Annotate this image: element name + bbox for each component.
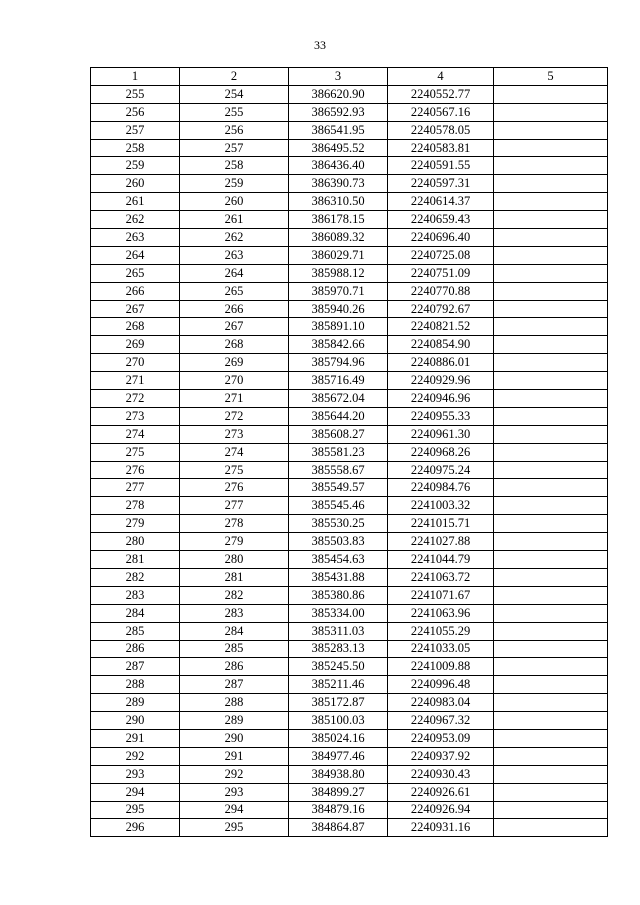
table-cell-col-2: 256 bbox=[180, 121, 289, 139]
table-cell-col-3: 385608.27 bbox=[289, 425, 388, 443]
coordinates-table bbox=[90, 67, 608, 837]
table-cell-col-1: 256 bbox=[91, 103, 180, 121]
table-row bbox=[91, 497, 608, 515]
table-row bbox=[91, 246, 608, 264]
table-row bbox=[91, 586, 608, 604]
table-cell-col-2: 290 bbox=[180, 729, 289, 747]
table-cell-col-4: 2240614.37 bbox=[388, 193, 494, 211]
table-cell-col-1: 274 bbox=[91, 425, 180, 443]
table-row bbox=[91, 443, 608, 461]
table-row bbox=[91, 282, 608, 300]
table-row bbox=[91, 640, 608, 658]
table-cell-col-3: 384879.16 bbox=[289, 801, 388, 819]
table-cell-col-2: 281 bbox=[180, 568, 289, 586]
table-cell-col-5 bbox=[494, 658, 608, 676]
table-cell-col-4: 2240583.81 bbox=[388, 139, 494, 157]
header-row bbox=[91, 68, 608, 86]
table-row bbox=[91, 694, 608, 712]
table-cell-col-2: 276 bbox=[180, 479, 289, 497]
table-cell-col-2: 262 bbox=[180, 229, 289, 247]
table-row bbox=[91, 676, 608, 694]
table-row bbox=[91, 622, 608, 640]
table-cell-col-2: 287 bbox=[180, 676, 289, 694]
table-cell-col-1: 277 bbox=[91, 479, 180, 497]
table-cell-col-3: 386436.40 bbox=[289, 157, 388, 175]
table-cell-col-4: 2240967.32 bbox=[388, 712, 494, 730]
table-cell-col-1: 273 bbox=[91, 407, 180, 425]
table-cell-col-1: 282 bbox=[91, 568, 180, 586]
table-cell-col-1: 263 bbox=[91, 229, 180, 247]
table-cell-col-3: 385283.13 bbox=[289, 640, 388, 658]
table-cell-col-3: 385380.86 bbox=[289, 586, 388, 604]
table-cell-col-4: 2240996.48 bbox=[388, 676, 494, 694]
table-row bbox=[91, 103, 608, 121]
table-cell-col-2: 266 bbox=[180, 300, 289, 318]
table-cell-col-4: 2241071.67 bbox=[388, 586, 494, 604]
table-cell-col-3: 385891.10 bbox=[289, 318, 388, 336]
table-cell-col-4: 2241044.79 bbox=[388, 551, 494, 569]
table-header bbox=[91, 68, 608, 86]
table-cell-col-4: 2240725.08 bbox=[388, 246, 494, 264]
table-row bbox=[91, 157, 608, 175]
table-cell-col-5 bbox=[494, 712, 608, 730]
table-row bbox=[91, 300, 608, 318]
table-cell-col-5 bbox=[494, 676, 608, 694]
table-cell-col-2: 255 bbox=[180, 103, 289, 121]
table-cell-col-4: 2241033.05 bbox=[388, 640, 494, 658]
table-row bbox=[91, 747, 608, 765]
table-cell-col-3: 385172.87 bbox=[289, 694, 388, 712]
table-cell-col-2: 261 bbox=[180, 211, 289, 229]
table-cell-col-2: 285 bbox=[180, 640, 289, 658]
table-cell-col-4: 2240597.31 bbox=[388, 175, 494, 193]
table-cell-col-5 bbox=[494, 497, 608, 515]
table-cell-col-5 bbox=[494, 479, 608, 497]
table-cell-col-5 bbox=[494, 694, 608, 712]
table-row bbox=[91, 407, 608, 425]
table-cell-col-4: 2241063.96 bbox=[388, 604, 494, 622]
table-row bbox=[91, 318, 608, 336]
table-row bbox=[91, 175, 608, 193]
table-cell-col-4: 2240955.33 bbox=[388, 407, 494, 425]
column-header-2: 2 bbox=[180, 68, 289, 86]
table-cell-col-2: 257 bbox=[180, 139, 289, 157]
table-cell-col-4: 2240929.96 bbox=[388, 372, 494, 390]
table-cell-col-3: 385211.46 bbox=[289, 676, 388, 694]
table-cell-col-1: 280 bbox=[91, 533, 180, 551]
table-row bbox=[91, 139, 608, 157]
table-cell-col-3: 385530.25 bbox=[289, 515, 388, 533]
table-cell-col-1: 293 bbox=[91, 765, 180, 783]
table-row bbox=[91, 85, 608, 103]
table-row bbox=[91, 729, 608, 747]
table-cell-col-5 bbox=[494, 336, 608, 354]
table-row bbox=[91, 354, 608, 372]
table-cell-col-2: 259 bbox=[180, 175, 289, 193]
table-cell-col-5 bbox=[494, 390, 608, 408]
table-cell-col-1: 276 bbox=[91, 461, 180, 479]
table-cell-col-5 bbox=[494, 604, 608, 622]
table-cell-col-4: 2240931.16 bbox=[388, 819, 494, 837]
table-cell-col-4: 2240926.94 bbox=[388, 801, 494, 819]
table-cell-col-2: 269 bbox=[180, 354, 289, 372]
table-cell-col-5 bbox=[494, 85, 608, 103]
table-cell-col-5 bbox=[494, 229, 608, 247]
table-cell-col-1: 281 bbox=[91, 551, 180, 569]
table-cell-col-3: 385503.83 bbox=[289, 533, 388, 551]
table-cell-col-3: 386592.93 bbox=[289, 103, 388, 121]
table-cell-col-1: 260 bbox=[91, 175, 180, 193]
table-cell-col-5 bbox=[494, 425, 608, 443]
table-cell-col-2: 274 bbox=[180, 443, 289, 461]
table-row bbox=[91, 121, 608, 139]
table-cell-col-5 bbox=[494, 747, 608, 765]
table-cell-col-2: 280 bbox=[180, 551, 289, 569]
table-cell-col-1: 294 bbox=[91, 783, 180, 801]
table-cell-col-4: 2240984.76 bbox=[388, 479, 494, 497]
column-header-1: 1 bbox=[91, 68, 180, 86]
table-cell-col-4: 2241015.71 bbox=[388, 515, 494, 533]
table-cell-col-2: 263 bbox=[180, 246, 289, 264]
table-cell-col-3: 385545.46 bbox=[289, 497, 388, 515]
table-cell-col-4: 2240968.26 bbox=[388, 443, 494, 461]
table-row bbox=[91, 819, 608, 837]
table-cell-col-3: 384938.80 bbox=[289, 765, 388, 783]
table-cell-col-4: 2240961.30 bbox=[388, 425, 494, 443]
table-cell-col-5 bbox=[494, 318, 608, 336]
table-cell-col-3: 384864.87 bbox=[289, 819, 388, 837]
table-cell-col-5 bbox=[494, 139, 608, 157]
table-cell-col-5 bbox=[494, 372, 608, 390]
table-cell-col-4: 2240792.67 bbox=[388, 300, 494, 318]
table-cell-col-4: 2240770.88 bbox=[388, 282, 494, 300]
table-row bbox=[91, 783, 608, 801]
table-cell-col-3: 384899.27 bbox=[289, 783, 388, 801]
table-cell-col-2: 283 bbox=[180, 604, 289, 622]
table-cell-col-5 bbox=[494, 819, 608, 837]
table-cell-col-5 bbox=[494, 533, 608, 551]
table-row bbox=[91, 336, 608, 354]
table-cell-col-2: 278 bbox=[180, 515, 289, 533]
table-cell-col-3: 386178.15 bbox=[289, 211, 388, 229]
table-row bbox=[91, 211, 608, 229]
table-cell-col-5 bbox=[494, 193, 608, 211]
table-cell-col-5 bbox=[494, 211, 608, 229]
table-cell-col-3: 386620.90 bbox=[289, 85, 388, 103]
table-cell-col-2: 268 bbox=[180, 336, 289, 354]
table-cell-col-2: 264 bbox=[180, 264, 289, 282]
table-cell-col-4: 2240946.96 bbox=[388, 390, 494, 408]
table-cell-col-3: 385581.23 bbox=[289, 443, 388, 461]
table-cell-col-1: 290 bbox=[91, 712, 180, 730]
table-cell-col-3: 385549.57 bbox=[289, 479, 388, 497]
table-cell-col-1: 271 bbox=[91, 372, 180, 390]
column-header-3: 3 bbox=[289, 68, 388, 86]
table-cell-col-5 bbox=[494, 300, 608, 318]
table-cell-col-2: 288 bbox=[180, 694, 289, 712]
table-cell-col-3: 386310.50 bbox=[289, 193, 388, 211]
table-cell-col-3: 385940.26 bbox=[289, 300, 388, 318]
table-cell-col-5 bbox=[494, 461, 608, 479]
table-cell-col-4: 2240821.52 bbox=[388, 318, 494, 336]
table-cell-col-2: 294 bbox=[180, 801, 289, 819]
table-cell-col-2: 258 bbox=[180, 157, 289, 175]
table-cell-col-5 bbox=[494, 568, 608, 586]
table-row bbox=[91, 425, 608, 443]
table-cell-col-5 bbox=[494, 443, 608, 461]
table-cell-col-1: 278 bbox=[91, 497, 180, 515]
table-cell-col-4: 2241003.32 bbox=[388, 497, 494, 515]
table-cell-col-2: 265 bbox=[180, 282, 289, 300]
table-cell-col-2: 277 bbox=[180, 497, 289, 515]
table-cell-col-4: 2240953.09 bbox=[388, 729, 494, 747]
table-row bbox=[91, 372, 608, 390]
table-cell-col-3: 385988.12 bbox=[289, 264, 388, 282]
table-cell-col-3: 385672.04 bbox=[289, 390, 388, 408]
table-cell-col-5 bbox=[494, 622, 608, 640]
table-cell-col-3: 385245.50 bbox=[289, 658, 388, 676]
table-cell-col-3: 385311.03 bbox=[289, 622, 388, 640]
table-cell-col-5 bbox=[494, 586, 608, 604]
table-row bbox=[91, 801, 608, 819]
table-cell-col-1: 288 bbox=[91, 676, 180, 694]
table-cell-col-1: 296 bbox=[91, 819, 180, 837]
table-cell-col-3: 385100.03 bbox=[289, 712, 388, 730]
table-row bbox=[91, 604, 608, 622]
table-cell-col-1: 292 bbox=[91, 747, 180, 765]
table-cell-col-1: 267 bbox=[91, 300, 180, 318]
table-row bbox=[91, 551, 608, 569]
table-cell-col-1: 272 bbox=[91, 390, 180, 408]
table-cell-col-2: 273 bbox=[180, 425, 289, 443]
table-cell-col-2: 254 bbox=[180, 85, 289, 103]
table-cell-col-4: 2241027.88 bbox=[388, 533, 494, 551]
table-cell-col-2: 270 bbox=[180, 372, 289, 390]
table-cell-col-4: 2240854.90 bbox=[388, 336, 494, 354]
table-cell-col-4: 2240591.55 bbox=[388, 157, 494, 175]
table-row bbox=[91, 193, 608, 211]
table-cell-col-4: 2240552.77 bbox=[388, 85, 494, 103]
table-cell-col-2: 267 bbox=[180, 318, 289, 336]
table-row bbox=[91, 264, 608, 282]
table-cell-col-4: 2241009.88 bbox=[388, 658, 494, 676]
table-cell-col-3: 385842.66 bbox=[289, 336, 388, 354]
table-cell-col-1: 266 bbox=[91, 282, 180, 300]
table-cell-col-1: 284 bbox=[91, 604, 180, 622]
table-cell-col-3: 386390.73 bbox=[289, 175, 388, 193]
table-cell-col-2: 295 bbox=[180, 819, 289, 837]
table-cell-col-2: 286 bbox=[180, 658, 289, 676]
table-cell-col-5 bbox=[494, 175, 608, 193]
table-cell-col-1: 261 bbox=[91, 193, 180, 211]
table-cell-col-4: 2240659.43 bbox=[388, 211, 494, 229]
table-cell-col-3: 386029.71 bbox=[289, 246, 388, 264]
table-cell-col-3: 385644.20 bbox=[289, 407, 388, 425]
table-cell-col-5 bbox=[494, 407, 608, 425]
table-cell-col-4: 2240930.43 bbox=[388, 765, 494, 783]
table-cell-col-5 bbox=[494, 765, 608, 783]
table-cell-col-4: 2240696.40 bbox=[388, 229, 494, 247]
table-cell-col-4: 2240578.05 bbox=[388, 121, 494, 139]
table-cell-col-1: 279 bbox=[91, 515, 180, 533]
table-cell-col-2: 260 bbox=[180, 193, 289, 211]
table-cell-col-3: 385454.63 bbox=[289, 551, 388, 569]
table-cell-col-2: 275 bbox=[180, 461, 289, 479]
table-cell-col-1: 265 bbox=[91, 264, 180, 282]
table-cell-col-4: 2241063.72 bbox=[388, 568, 494, 586]
table-cell-col-1: 270 bbox=[91, 354, 180, 372]
table-cell-col-3: 386089.32 bbox=[289, 229, 388, 247]
table-row bbox=[91, 568, 608, 586]
table-cell-col-4: 2240567.16 bbox=[388, 103, 494, 121]
table-cell-col-1: 287 bbox=[91, 658, 180, 676]
table-row bbox=[91, 533, 608, 551]
table-cell-col-3: 385334.00 bbox=[289, 604, 388, 622]
table-cell-col-4: 2241055.29 bbox=[388, 622, 494, 640]
table-cell-col-1: 286 bbox=[91, 640, 180, 658]
table-cell-col-1: 289 bbox=[91, 694, 180, 712]
table-cell-col-2: 289 bbox=[180, 712, 289, 730]
column-header-4: 4 bbox=[388, 68, 494, 86]
table-cell-col-3: 386541.95 bbox=[289, 121, 388, 139]
table-cell-col-5 bbox=[494, 264, 608, 282]
table-cell-col-3: 386495.52 bbox=[289, 139, 388, 157]
table-cell-col-2: 293 bbox=[180, 783, 289, 801]
table-cell-col-5 bbox=[494, 121, 608, 139]
table-cell-col-2: 284 bbox=[180, 622, 289, 640]
table-cell-col-5 bbox=[494, 801, 608, 819]
table-cell-col-2: 292 bbox=[180, 765, 289, 783]
table-cell-col-5 bbox=[494, 551, 608, 569]
page-number: 33 bbox=[314, 38, 326, 52]
table-cell-col-3: 385431.88 bbox=[289, 568, 388, 586]
table-cell-col-1: 257 bbox=[91, 121, 180, 139]
table-cell-col-2: 291 bbox=[180, 747, 289, 765]
table-cell-col-4: 2240983.04 bbox=[388, 694, 494, 712]
table-cell-col-1: 291 bbox=[91, 729, 180, 747]
table-cell-col-5 bbox=[494, 515, 608, 533]
table-row bbox=[91, 515, 608, 533]
table-row bbox=[91, 390, 608, 408]
table-cell-col-4: 2240975.24 bbox=[388, 461, 494, 479]
table-cell-col-2: 271 bbox=[180, 390, 289, 408]
table-cell-col-2: 282 bbox=[180, 586, 289, 604]
column-header-5: 5 bbox=[494, 68, 608, 86]
table-cell-col-3: 384977.46 bbox=[289, 747, 388, 765]
table-cell-col-1: 259 bbox=[91, 157, 180, 175]
table-cell-col-1: 269 bbox=[91, 336, 180, 354]
table-cell-col-3: 385716.49 bbox=[289, 372, 388, 390]
table-cell-col-5 bbox=[494, 783, 608, 801]
table-cell-col-1: 285 bbox=[91, 622, 180, 640]
table-cell-col-1: 283 bbox=[91, 586, 180, 604]
table-cell-col-3: 385794.96 bbox=[289, 354, 388, 372]
table-cell-col-5 bbox=[494, 246, 608, 264]
table-cell-col-3: 385558.67 bbox=[289, 461, 388, 479]
table-row bbox=[91, 229, 608, 247]
table-cell-col-1: 295 bbox=[91, 801, 180, 819]
table-cell-col-3: 385024.16 bbox=[289, 729, 388, 747]
table-cell-col-2: 279 bbox=[180, 533, 289, 551]
table-row bbox=[91, 765, 608, 783]
table-cell-col-1: 275 bbox=[91, 443, 180, 461]
table-cell-col-5 bbox=[494, 282, 608, 300]
table-cell-col-1: 264 bbox=[91, 246, 180, 264]
table-row bbox=[91, 712, 608, 730]
table-cell-col-1: 258 bbox=[91, 139, 180, 157]
table-cell-col-1: 255 bbox=[91, 85, 180, 103]
table-cell-col-1: 262 bbox=[91, 211, 180, 229]
table-body bbox=[91, 85, 608, 836]
table-row bbox=[91, 658, 608, 676]
table-cell-col-5 bbox=[494, 729, 608, 747]
table-cell-col-4: 2240926.61 bbox=[388, 783, 494, 801]
table-row bbox=[91, 479, 608, 497]
table-cell-col-5 bbox=[494, 157, 608, 175]
table-cell-col-2: 272 bbox=[180, 407, 289, 425]
table-cell-col-5 bbox=[494, 640, 608, 658]
table-cell-col-4: 2240751.09 bbox=[388, 264, 494, 282]
table-cell-col-5 bbox=[494, 103, 608, 121]
table-cell-col-5 bbox=[494, 354, 608, 372]
table-cell-col-1: 268 bbox=[91, 318, 180, 336]
table-cell-col-3: 385970.71 bbox=[289, 282, 388, 300]
table-row bbox=[91, 461, 608, 479]
table-cell-col-4: 2240937.92 bbox=[388, 747, 494, 765]
table-cell-col-4: 2240886.01 bbox=[388, 354, 494, 372]
